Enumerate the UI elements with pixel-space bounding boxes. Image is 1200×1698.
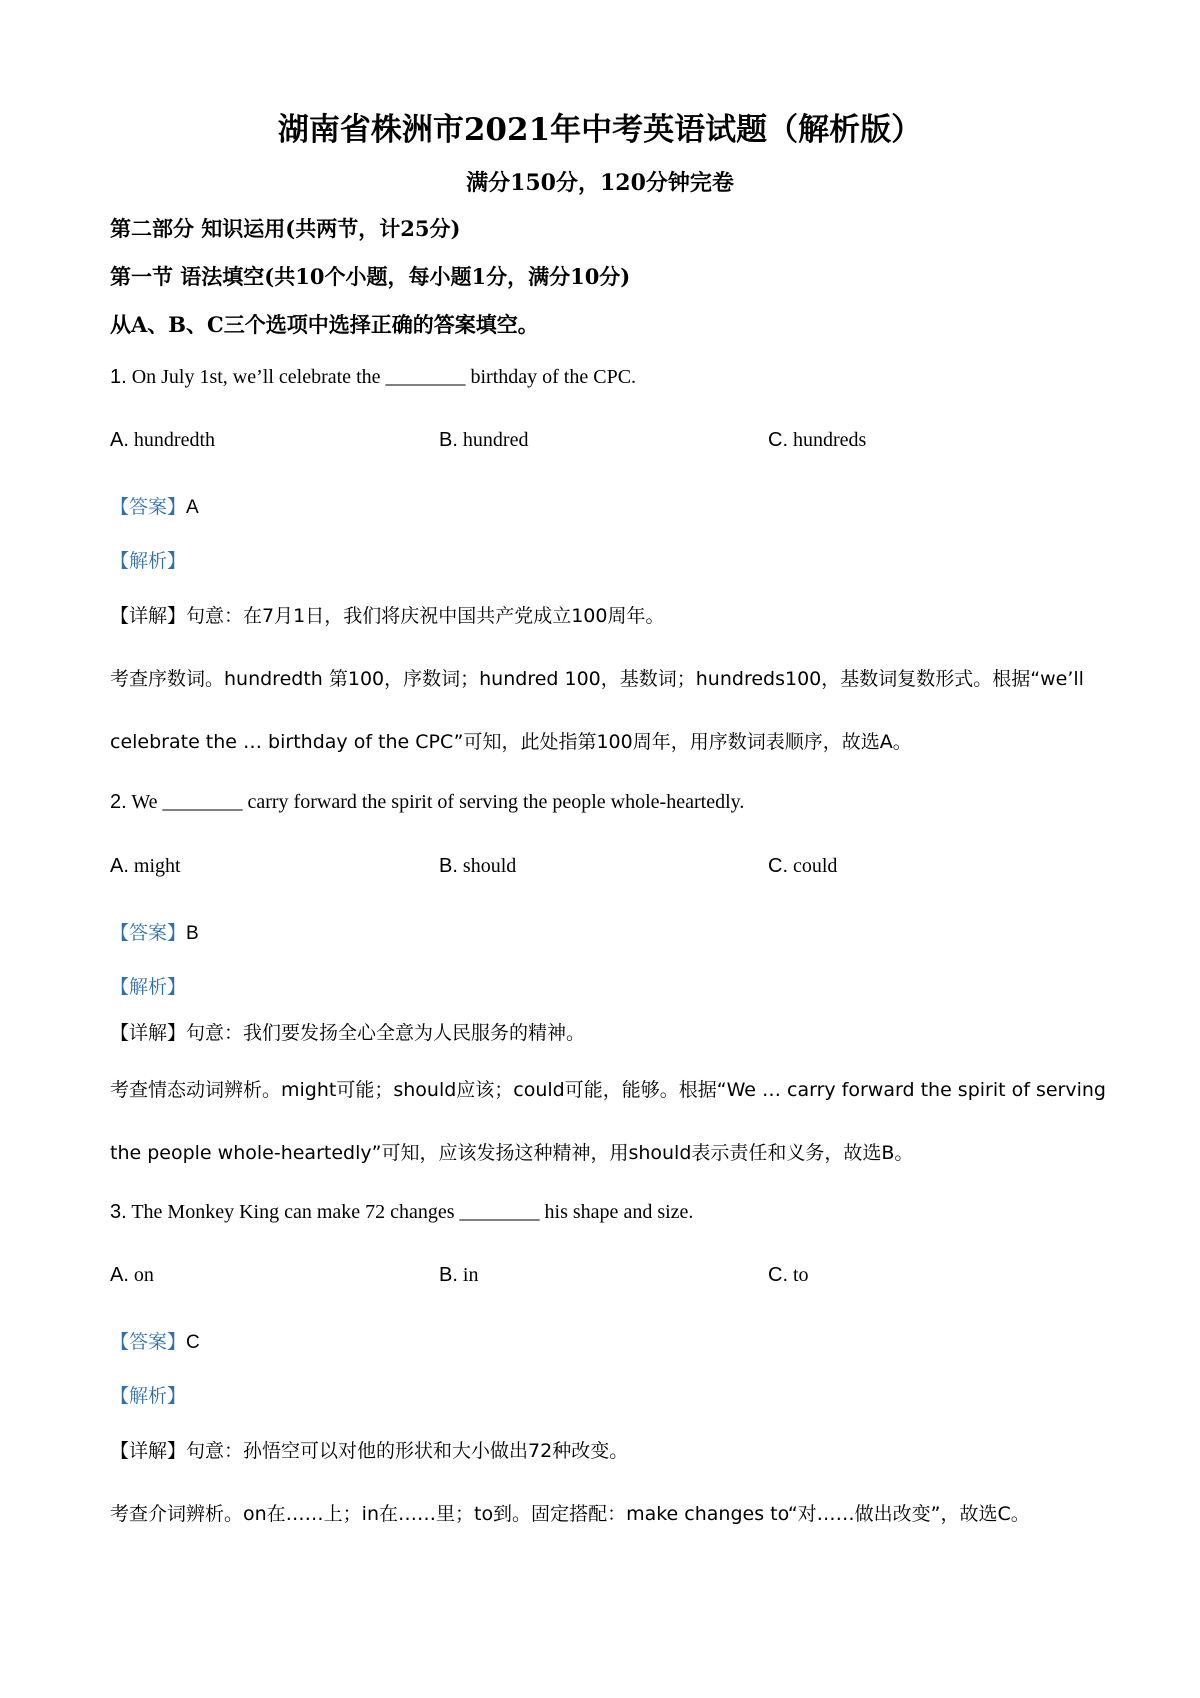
question-2-explanation-line-2: the people whole-heartedly”可知，应该发扬这种精神，用should表示责任和义务，故选B。	[110, 1142, 914, 1164]
option-text: might	[133, 855, 181, 877]
question-2-answer	[110, 918, 199, 945]
detail-text: 句意：在7月1日，我们将庆祝中国共产党成立100周年。	[186, 605, 665, 627]
question-1-analysis-label: 【解析】	[110, 550, 187, 572]
detail-label: 【详解】	[110, 605, 187, 627]
document-title: 湖南省株洲市2021年中考英语试题（解析版）	[277, 112, 923, 148]
answer-label: 【答案】	[110, 922, 187, 944]
question-1-option-b	[439, 429, 528, 452]
question-1-option-a	[110, 429, 215, 452]
detail-text: 句意：孙悟空可以对他的形状和大小做出72种改变。	[186, 1440, 629, 1462]
answer-label: 【答案】	[110, 1331, 187, 1353]
option-letter: A.	[110, 855, 129, 877]
question-2-detail	[110, 1018, 585, 1045]
option-text: should	[462, 855, 517, 877]
question-1-detail	[110, 601, 664, 628]
question-3-option-b	[439, 1264, 478, 1287]
document-subtitle: 满分150分，120分钟完卷	[466, 170, 734, 196]
question-2-option-a	[110, 855, 181, 878]
detail-text: 句意：我们要发扬全心全意为人民服务的精神。	[186, 1022, 586, 1044]
detail-label: 【详解】	[110, 1022, 187, 1044]
section-heading: 第一节 语法填空(共10个小题，每小题1分，满分10分)	[110, 264, 631, 289]
answer-value: B	[186, 923, 199, 944]
question-3-option-a	[110, 1264, 154, 1287]
question-1-answer	[110, 492, 199, 519]
option-text: on	[133, 1264, 154, 1286]
question-number: 1.	[110, 366, 127, 388]
question-1-option-c	[768, 429, 866, 452]
option-text: could	[793, 855, 838, 877]
question-2-analysis-label: 【解析】	[110, 976, 187, 998]
detail-label: 【详解】	[110, 1440, 187, 1462]
answer-value: A	[186, 497, 199, 518]
question-3-explanation-line-1: 考查介词辨析。on在……上；in在……里；to到。固定搭配：make changes to“对……做出改变”，故选C。	[110, 1503, 1030, 1525]
question-3-analysis-label: 【解析】	[110, 1385, 187, 1407]
option-text: to	[793, 1264, 809, 1286]
question-number: 2.	[110, 791, 127, 813]
question-1-explanation-line-2: celebrate the … birthday of the CPC”可知，此处指第100周年，用序数词表顺序，故选A。	[110, 731, 912, 753]
option-text: hundredth	[133, 429, 215, 451]
option-text: hundred	[462, 429, 529, 451]
question-3-answer	[110, 1327, 200, 1354]
instruction: 从A、B、C三个选项中选择正确的答案填空。	[110, 312, 539, 337]
question-1-stem	[110, 366, 636, 389]
question-3-stem	[110, 1201, 693, 1224]
question-text: The Monkey King can make 72 changes ________ his shape and size.	[131, 1201, 694, 1223]
part-heading: 第二部分 知识运用(共两节，计25分)	[110, 216, 461, 241]
answer-value: C	[186, 1332, 200, 1353]
question-1-explanation-line-1: 考查序数词。hundredth 第100，序数词；hundred 100，基数词；hundreds100，基数词复数形式。根据“we’ll	[110, 668, 1084, 690]
question-2-stem	[110, 791, 744, 814]
option-text: hundreds	[793, 429, 867, 451]
question-2-option-c	[768, 855, 837, 878]
option-letter: B.	[439, 429, 458, 451]
option-letter: C.	[768, 429, 788, 451]
option-text: in	[462, 1264, 479, 1286]
option-letter: C.	[768, 1264, 788, 1286]
question-3-option-c	[768, 1264, 809, 1287]
question-2-option-b	[439, 855, 516, 878]
question-3-detail	[110, 1436, 628, 1463]
option-letter: C.	[768, 855, 788, 877]
option-letter: A.	[110, 429, 129, 451]
option-letter: B.	[439, 1264, 458, 1286]
question-number: 3.	[110, 1201, 127, 1223]
answer-label: 【答案】	[110, 496, 187, 518]
question-2-explanation-line-1: 考查情态动词辨析。might可能；should应该；could可能，能够。根据“We … carry forward the spirit of serving	[110, 1079, 1106, 1101]
option-letter: B.	[439, 855, 458, 877]
question-text: On July 1st, we’ll celebrate the ________ birthday of the CPC.	[131, 366, 637, 388]
question-text: We ________ carry forward the spirit of serving the people whole-heartedly.	[131, 791, 745, 813]
option-letter: A.	[110, 1264, 129, 1286]
